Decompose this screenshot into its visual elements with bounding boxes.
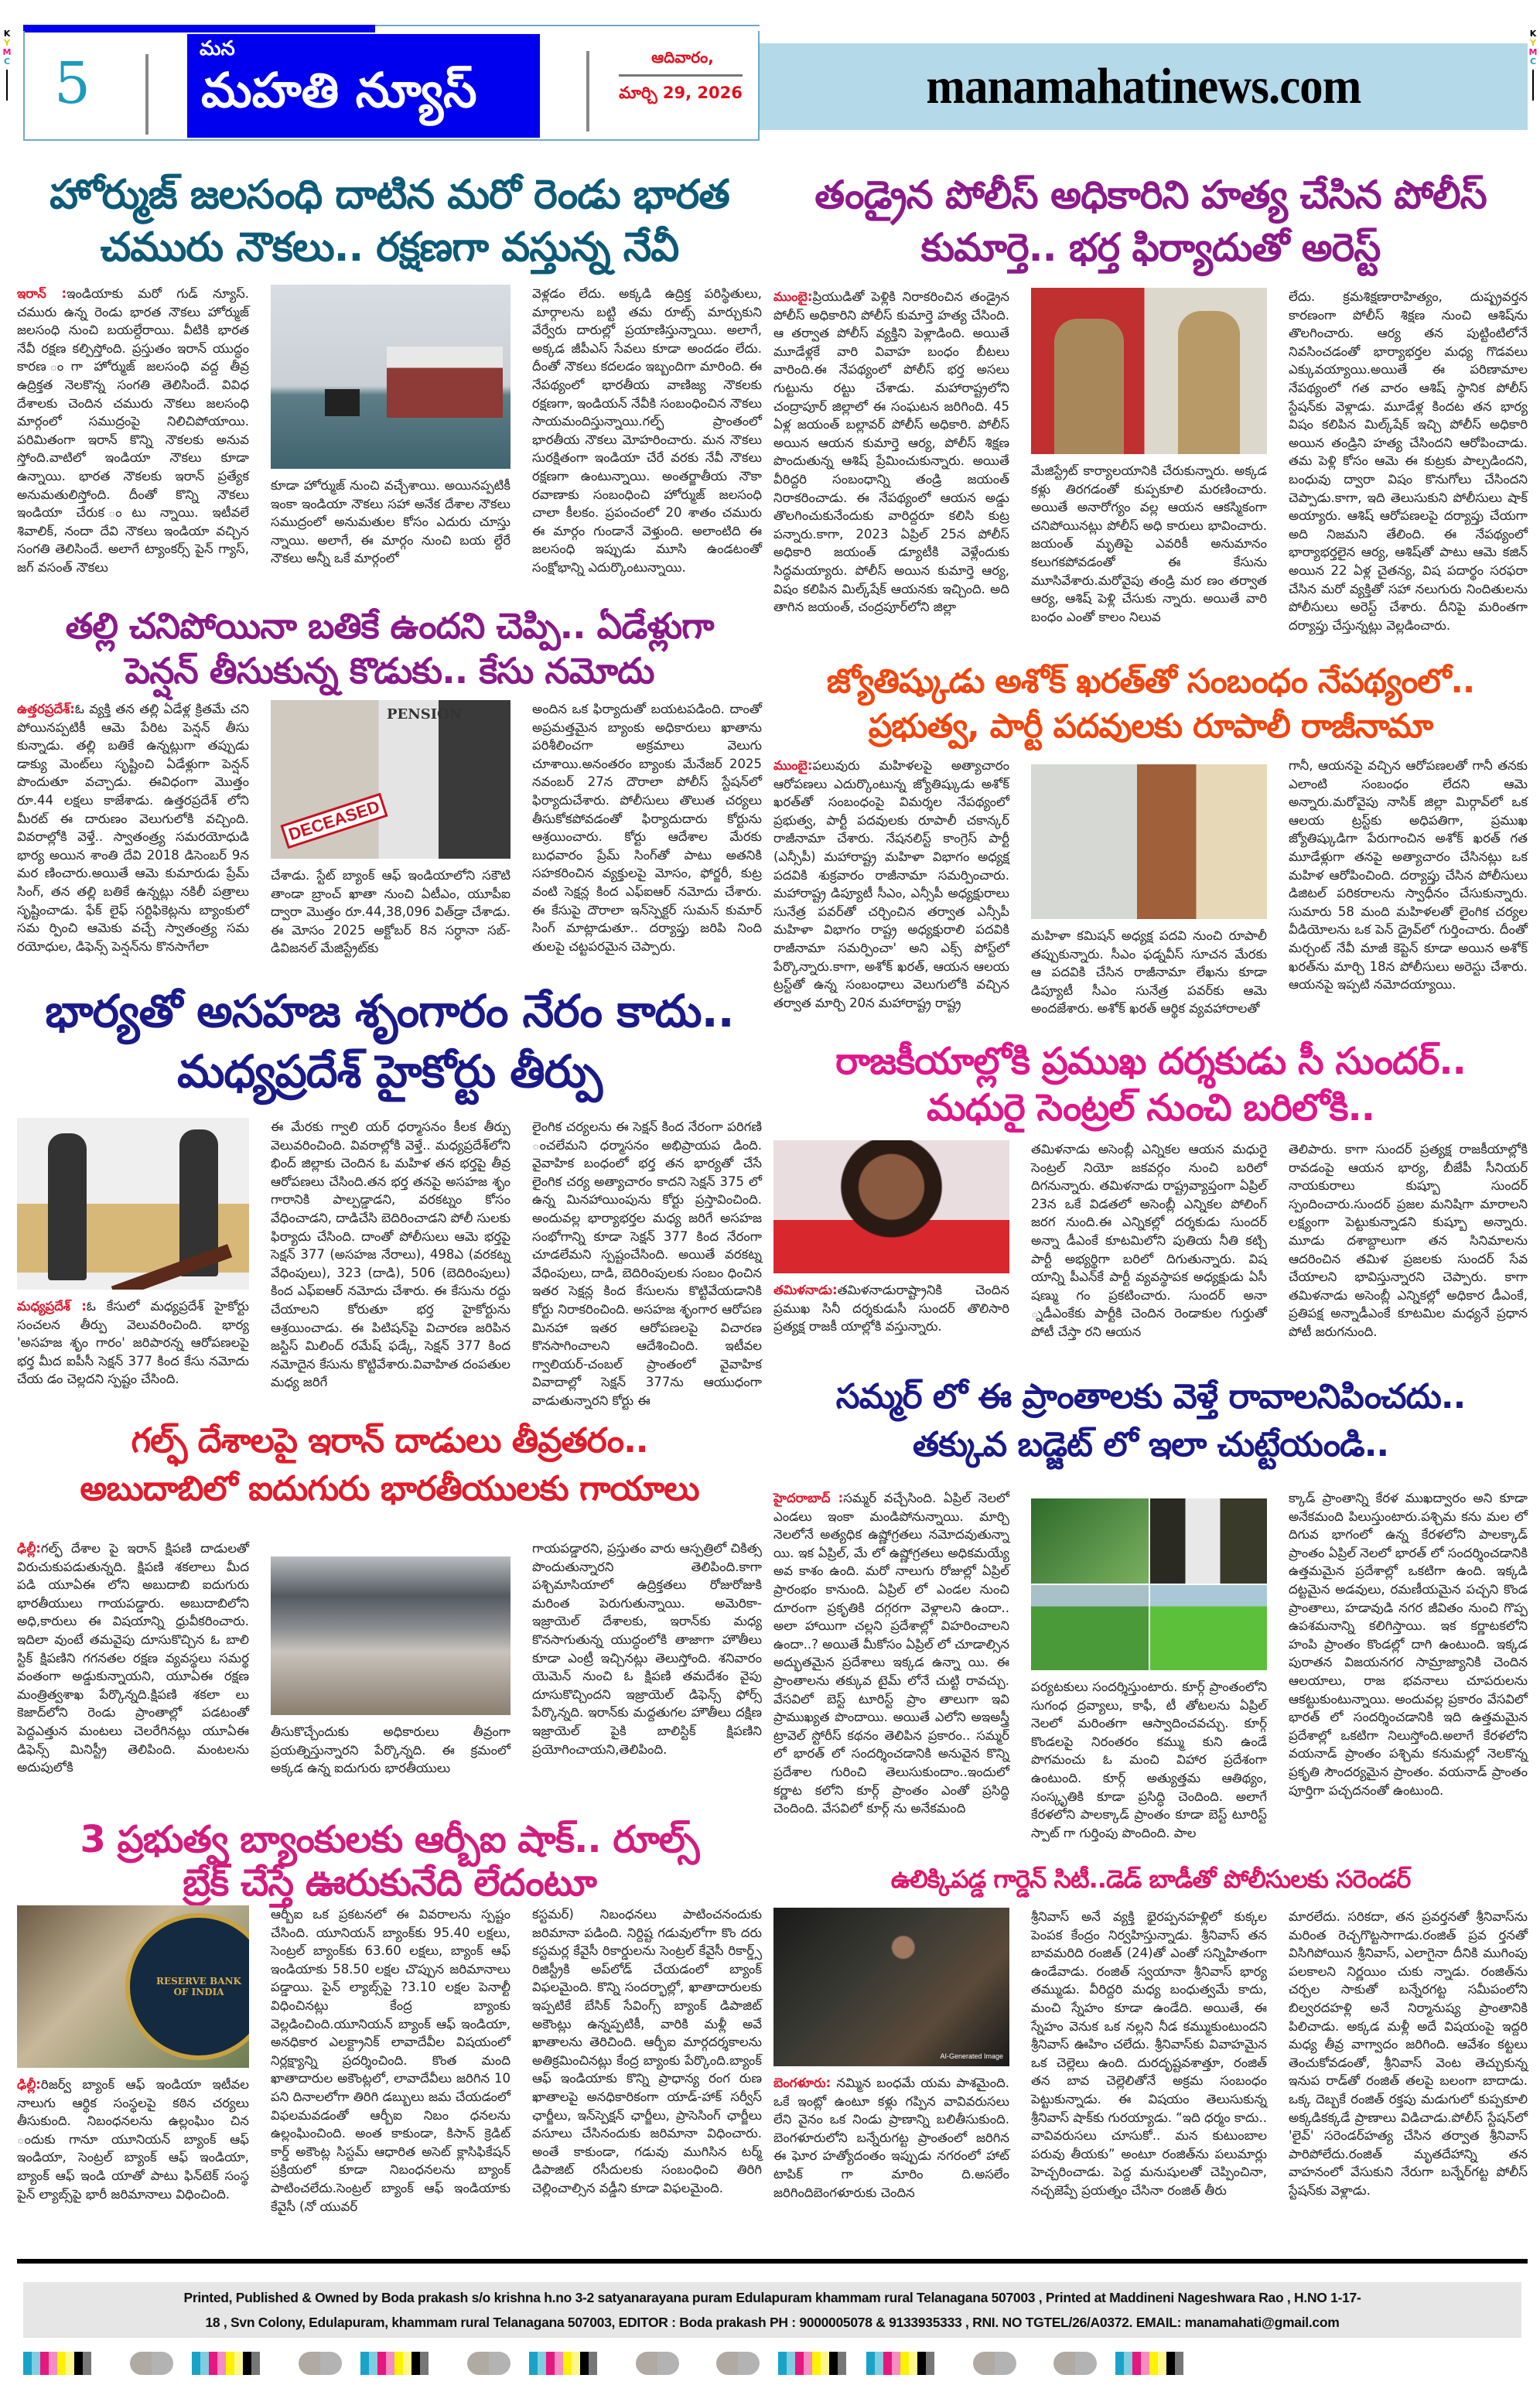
article-column <box>271 285 510 577</box>
dateline: హైదరాబాద్ : <box>773 1491 844 1505</box>
tourist-spots-collage <box>1031 1498 1267 1670</box>
color-swatch <box>1132 2352 1141 2375</box>
ai-image-label: AI-Generated Image <box>940 2052 1003 2060</box>
swatch-gap <box>91 2352 111 2375</box>
article-text: కూడా హోర్ముజ్ నుంచి వచ్చేశాయి. అయినప్పటికీ ఇంకా ఇండియా నౌకలు సహా అనేక దేశాల నౌకలు సముద్రంలో అనుమతుల కోసం ఎదురు చూస్తు న్నాయి. అలాగే, ఈ మార్గం నుంచి బయ ల్దేరే నౌకలు అన్నీ ఒకే మార్గంలో <box>271 478 510 566</box>
headline-line: రాజకీయాల్లోకి ప్రముఖ దర్శకుడు సీ సుందర్.. <box>835 1040 1466 1083</box>
gray-balance-patch <box>636 2352 679 2375</box>
color-swatch <box>200 2352 209 2375</box>
color-swatch <box>1158 2352 1166 2375</box>
color-swatch <box>917 2352 926 2375</box>
headline-police[interactable] <box>773 169 1528 274</box>
color-swatch <box>900 2352 909 2375</box>
car-crime-photo <box>773 1908 1009 2066</box>
article-text: సమ్మర్ వచ్చేసింది. ఏప్రిల్ నెలలో ఎండలు ఇంకా మండిపోనున్నాయి. మార్చి నెలలోనే అత్యధిక ఉష్ణోగ్రతలు నమోదవుతున్నా యి. ఇక ఏప్రిల్, మే లో ఉష్ణోగ్రతలు అధికమయ్యే అవ కాశం ఉంది. మరో నాలుగు రోజుల్లో ఏప్రిల్ ప్రారంభం కానుంది. ఏప్రిల్ లో ఎండల నుంచి దూరంగా ప్రకృతికి దగ్గరగా వెళ్లాలని ఉందా.. అలా హాయిగా చల్లని ప్రదేశాల్లో విహరించాలని ఉందా..? అయితే మీకోసం ఏప్రిల్ లో చూడాల్సిన అద్భుతమైన ప్రదేశాలు ఇక్కడ ఉన్నా యి. ఈ ప్రాంతాలను తక్కువ టైమ్ లోనే చుట్టి రావచ్చు. వేసవిలో బెస్ట్ టూరిస్ట్ ప్రాం తాలుగా ఇవి ప్రాముఖ్యత పొందాయి. అయితే ఎలోని అఇఅస్త్రీ ట్రావెల్ స్టోరీస్ కథనం తెలిపిన ప్రకారం.. సమ్మర్ లో భారత్ లో సందర్శించడానికి అనువైన కొన్ని ప్రదేశాల గురించి తెలుసుకుందాం..ఇందులో కర్ణాట కలోని కూర్గ్ ప్రాంతం ఎంతో ప్రసిద్ధి చెందింది. వేసవిలో కూర్గ్ ను అనేకమంది <box>773 1491 1009 1816</box>
color-swatch <box>49 2352 57 2375</box>
dateline: తమిళనాడు: <box>773 1283 838 1297</box>
headline-line: మధ్యప్రదేశ్ హైకోర్టు తీర్పు <box>176 1045 603 1098</box>
headline-hormuz[interactable] <box>17 169 762 274</box>
meadow-photo <box>1150 1585 1268 1670</box>
color-swatch <box>411 2352 420 2375</box>
color-swatch <box>1166 2352 1175 2375</box>
color-swatch <box>377 2352 386 2375</box>
color-swatch <box>829 2352 838 2375</box>
color-swatch <box>563 2352 572 2375</box>
color-swatch <box>546 2352 555 2375</box>
swatch-gap <box>846 2352 866 2375</box>
article-gulf <box>17 1539 762 1778</box>
article-text: ప్రియుడితో పెళ్లికి నిరాకరించిన తండ్రైన పోలీస్ అధికారిని పోలీస్ కుమార్తె హత్య చేసింది. ఆ తర్వాత పోలీస్ వ్యక్తిని పెళ్లాడింది. అయితే మూడేళ్లకే వారి వివాహ బంధం బీటలు వారింది.ఈ నేపథ్యంలో పోలీస్ భర్త అసలు గుట్టును రట్టు చేశాడు. మహారాష్ట్రలోని చంద్రాపూర్ జిల్లాలో ఈ సంఘటన జరిగింది. 45 ఏళ్ల జయంత్ బల్లావర్ పోలీస్ అధికారి. పోలీస్ అయిన ఆయన కుమార్తె ఆర్య, పోలీస్ శిక్షణ పొందుతున్న ఆశిష్ ప్రేమించుకున్నారు. అయితే వీరిద్దరి సంబంధాన్ని తండ్రి జయంత్ నిరాకరించాడు. ఈ నేపథ్యంలో ఆయన అడ్డు తొలగించుకునేందుకు వారిద్దరూ కలిసి కుట్ర పన్నారు.కాగా, 2023 ఏప్రిల్ 25న పోలీస్ అధికారి జయంత్ డ్యూటీకి వెళ్లేందుకు సిద్ధమయ్యారు. పోలీస్ అయిన కుమార్తె ఆర్య, విషం కలిపిన మిల్క్‌షేక్ ఆయనకు ఇచ్చింది. అది తాగిన జయంత్, చంద్రపూర్‌లోని జిల్లా <box>773 289 1009 615</box>
website-banner <box>760 43 1528 130</box>
deceased-stamp: DECEASED <box>280 793 388 849</box>
article-text: గల్ఫ్ దేశాల పై ఇరాన్ క్షిపణి దాడులతో విరుచుకుపడుతున్నది. క్షిపణి శకలాలు మీద పడి యూఏఈ లోని అబుదాబి ఐదుగురు భారతీయులు గాయపడ్డారు. అబుదాబిలోని అధి,కారులు ఈ విషయాన్ని ధ్రువీకరించారు. ఇదిలా వుంటే తమవైపు దూసుకొచ్చిన ఓ బాలి స్టిక్ క్షిపణిని గగనతల రక్షణ వ్యవస్థలు సమర్థ వంతంగా అడ్డుకున్నాయని, యూఏఈ రక్షణ మంత్రిత్వశాఖ పేర్కొన్నది.క్షిపణి శకలా లు కెజాద్‌లోని రెండు ప్రాంతాల్లో పడటంతో పెద్దఎత్తున మంటలు చెలరేగినట్లు యూఏఈ డిఫెన్స్ మినిస్ట్రీ తెలిపింది. మంటలను అదుపులోకి <box>17 1541 249 1775</box>
rbi-building-photo <box>17 1905 249 2068</box>
article-police <box>773 288 1528 634</box>
article-astrologer <box>773 757 1528 1018</box>
article-column <box>773 288 1009 634</box>
article-column <box>1031 1489 1267 1842</box>
officer-figure <box>1054 319 1124 454</box>
color-swatch <box>66 2352 74 2375</box>
article-column <box>773 1140 1009 1341</box>
court-gavel-photo <box>17 1118 249 1290</box>
dateline: ఢిల్లీ: <box>17 1541 41 1556</box>
dateline: ఇరాన్ : <box>17 286 67 301</box>
color-swatch <box>57 2352 66 2375</box>
color-swatch <box>403 2352 411 2375</box>
rbi-emblem <box>125 1913 249 2060</box>
gray-balance-patch <box>299 2352 342 2375</box>
imprint-line: Printed, Published & Owned by Boda prakash s/o krishna h.no 3-2 satyanarayana puram Edulapuram khammam rural Telanagana 507003 , Printed at Maddineni Nageshwara Rao , H.NO 1-17- <box>183 2290 1361 2305</box>
article-text: ఈ మేరకు గ్వాలి యర్ ధర్మాసనం కీలక తీర్పు వెలువరించింది. వివరాల్లోకి వెళ్తే.. మధ్యప్రదేశ్‌లోని భింద్ జిల్లాకు చెందిన ఓ మహిళ తన భర్తపై తీవ్ర ఆరోపణలు చేసింది.తన భర్త తనపై అసహజ శృం గారానికి పాల్పడ్డాడని, వరకట్నం కోసం వేధించాడని, దాడిచేసి బెదిరించాడని పోలీ సులకు ఫిర్యాదు చేసింది. దాంతో పోలీసులు ఆమె భర్తపై సెక్షన్ 377 (అసహజ నేరాలు), 498ఎ (వరకట్న వేధింపులు), 323 (దాడి), 506 (బెదిరింపులు) కింద ఎఫ్ఐఆర్ నమోదు చేశారు. ఈ కేసును రద్దు చేయాలని కోరుతూ భర్త హైకోర్టును ఆశ్రయించాడు. ఈ పిటిషన్‌పై విచారణ జరిపిన జస్టిస్ మిలింద్ రమేష్ ఫడ్కే, సెక్షన్ 377 కింద నమోదైన కేసును కొట్టివేశారు.వివాహిత దంపతుల మధ్య జరిగే <box>271 1119 510 1390</box>
article-rbi <box>17 1905 762 2216</box>
gray-balance-patch <box>130 2352 173 2375</box>
gray-balance-patch <box>716 2352 760 2375</box>
headline-line: తండ్రైన పోలీస్ అధికారిని హత్య చేసిన పోలీస్ <box>814 173 1487 217</box>
headline-summer-travel[interactable] <box>773 1373 1528 1469</box>
dateline: ముంబై: <box>773 758 813 773</box>
article-column <box>1031 757 1267 1018</box>
color-swatch <box>394 2352 403 2375</box>
color-swatch <box>778 2352 787 2375</box>
article-column <box>17 1118 249 1410</box>
article-column <box>532 1905 762 2216</box>
article-column <box>17 700 249 958</box>
article-text: క్కాడ్ ప్రాంతాన్ని కేరళ ముఖద్వారం అని కూడా అనేకమంది పిలుస్తుంటారు.పశ్చిమ కను మల లో దిగువ భాగంలో ఉన్న కేరళలోని పాలక్కాడ్ ప్రాంతం ఏప్రిల్ నెలలో భారత్ లో సందర్శించడానికి ఉత్తమమైన ప్రదేశాల్లో ఒకటిగా ఉంది. ఇక్కడి దట్టమైన అడవులు, రమణీయమైన పచ్చని కొండ ప్రాంతాలు, హడావుడి నగర జీవితం నుంచి గొప్ప ఉపశమనాన్ని కలిగిస్తాయి. ఇక కర్ణాటకలోని హంపి ప్రాంతం కొండల్లో దాగి ఉంటుంది. ఇక్కడ పురాతన విజయనగర సామ్రాజ్యానికి చెందిన ఆలయాలు, రాజ భవనాలు చూపరులను ఆకట్టుకుంటున్నాయి. అందువల్ల ప్రకారం వేసవిలో భారత్ లో సందర్శించడానికి ఇది ఉత్తమమైన ప్రదేశాల్లో ఒకటిగా నిలుస్తోంది.అలాగే కేరళలోని వయనాడ్ ప్రాంతం పశ్చిమ కనుమల్లో నెలకొన్న ప్రకృతి సౌందర్యమైన ప్రాంతం. వయనాడ్ ప్రాంతం పూర్తిగా పచ్చదనంతో ఉంటుంది. <box>1289 1491 1528 1798</box>
article-text: నమ్మిన బంధమే యమ పాశమైంది. ఒకే ఇంట్లో ఉంటూ కళ్లు గప్పిన వావివరుసలు లేని వైనం ఒక నిండు ప్రాణాన్ని బలితీసుకుంది. బెంగళూరులోని బన్నేరుగట్ట ప్రాంతంలో జరిగిన ఈ ఘోర హత్యోదంతం ఇప్పుడు నగరంలో హాట్ టాపిక్ గా మారిం ది.అసలేం జరిగిందిబెంగళూరుకు చెందిన <box>773 2076 1009 2200</box>
reg-stem <box>6 70 8 101</box>
color-swatch <box>1149 2352 1158 2375</box>
issue-date: మార్చి 29, 2026 <box>619 84 743 102</box>
article-sundar <box>773 1140 1528 1341</box>
swatch-gap <box>1183 2352 1204 2375</box>
article-column <box>532 285 762 577</box>
article-column <box>1289 757 1528 1018</box>
color-swatch <box>234 2352 243 2375</box>
article-high-court <box>17 1118 762 1410</box>
ship-photo <box>271 285 510 469</box>
article-text: శ్రీనివాస్ అనే వ్యక్తి భైరప్పనహళ్లిలో కుక్కల పెంపక కేంద్రం నిర్వహిస్తున్నాడు. శ్రీనివాస్ తన బావమరిది రంజిత్ (24)తో ఎంతో సన్నిహితంగా ఉండేవాడు. రంజిత్ స్వయానా శ్రీనివాస్ భార్య తమ్ముడు. వీరిద్దరి మధ్య బంధుత్వమే కాదు, మంచి స్నేహం కూడా ఉండేది. అయితే, ఈ స్నేహం వెనుక ఒక నల్లని నీడ కమ్ముకుంటుందని శ్రీనివాస్ ఊహిం చలేదు. శ్రీనివాస్‌కు వివాహమైన ఒక చెల్లెలు ఉంది. దురదృష్టవశాత్తూ, రంజిత్ తన బావ చెల్లెలితోనే అక్రమ సంబంధం పెట్టుకున్నాడు. ఈ విషయం తెలుసుకున్న శ్రీనివాస్ షాక్‌కు గురయ్యాడు. “ఇది ధర్మం కాదు.. వావివరుసలు చూసుకో.. మన కుటుంబాల పరువు తీయకు” అంటూ రంజిత్‌ను పలుమార్లు హెచ్చరించాడు. పెద్ద మనుషులతో చెప్పించినా, నచ్చజెప్పే ప్రయత్నం చేసినా రంజిత్ తీరు <box>1031 1909 1267 2198</box>
color-swatch <box>875 2352 883 2375</box>
headline-line: అబుదాబిలో ఐదుగురు భారతీయులకు గాయాలు <box>80 1469 699 1509</box>
color-swatch <box>883 2352 892 2375</box>
color-swatch <box>40 2352 49 2375</box>
article-column <box>773 757 1009 1018</box>
headline-line: గల్ఫ్ దేశాలపై ఇరాన్ దాడులు తీవ్రతరం.. <box>131 1421 648 1461</box>
color-swatch <box>386 2352 394 2375</box>
headline-line: తల్లి చనిపోయినా బతికే ఉందని చెప్పి.. ఏడేళ్లుగా <box>65 605 714 647</box>
article-text: లేదు. క్రమశిక్షణారాహిత్యం, దుష్ప్రవర్తన కారణంగా పోలీస్ శిక్షణ నుంచి ఆశిష్‌ను తొలగించారు. ఆర్య తన పుట్టింటిలోనే నివసించడంతో భార్యాభర్తల మధ్య గొడవలు ఎక్కువయ్యాయి.అయితే ఈ పరిణామాల నేపథ్యంలో గత వారం ఆశిష్ స్థానిక పోలీస్ స్టేషన్‌కు వెళ్లాడు. మూడేళ్ల కిందట తన భార్య విషం కలిపిన మిల్క్‌షేక్ ఇచ్చి పోలీస్ అధికారి అయిన తండ్రిని హత్య చేసిందని ఆరోపించాడు. తమ పెళ్లి కోసం ఆమె ఈ కుట్రకు పాల్పడిందని, బంధువు ద్వారా విషం కొనుగోలు చేసిందని చెప్పాడు.కాగా, ఇది తెలుసుకుని పోలీసులు షాక్ అయ్యారు. ఆశిష్ ఆరోపణలపై దర్యాప్తు చేయగా అది నిజమని తేలింది. ఈ నేపథ్యంలో భార్యాభర్తలైన ఆర్య, ఆశిష్‌తో పాటు ఆమె కజిన్ అయిన 22 ఏళ్ల చైతన్య, విష పదార్థం సరఫరా చేసిన మరో వ్యక్తితో సహా నలుగురు నిందితులను పోలీసులు అరెస్ట్ చేశారు. దీనిపై మరింతగా దర్యాప్తు చేస్తున్నట్లు వెల్లడించారు. <box>1289 289 1528 633</box>
swatch-gap <box>429 2352 449 2375</box>
article-text: ఇండియాకు మరో గుడ్ న్యూస్. చమురు ఉన్న రెండు భారత నౌకలు హోర్ముజ్ జలసంధి నుంచి బయల్దేరాయి. వీటికి భారత నేవీ రక్షణ కల్పిస్తోంది. ప్రస్తుతం ఇరాన్ యుద్ధం కారణ ంగా హోర్ముజ్ జలసంధి వద్ద తీవ్ర ఉద్రిక్తత నెలకొన్న సంగతి తెలిసిందే. వివిధ దేశాలకు చెందిన చమురు నౌకలు జలసంధి మార్గంలో సముద్రంపై నిలిచిపోయాయి. పరిమితంగా ఇరాన్ కొన్ని నౌకలకు అనువ స్తోంది.వాటిలో ఇండియా నౌకలు కూడా ఉన్నాయి. భారత నౌకలకు ఇరాన్ ప్రత్యేక అనుమతులిస్తోంది. దీంతో కొన్ని నౌకలు ఇండియా చేరుక ంటు న్నాయి. ఇటీవలే శివాలిక్, నందా దేవి నౌకలు ఇండియా వచ్చిన సంగతి తెలిసిందే. అలాగే ట్యాంకర్స్ పైన్ గ్యాస్, జగ్ వసంత్ నౌకలు <box>17 286 249 575</box>
reg-m: M <box>1528 47 1538 57</box>
color-swatch <box>217 2352 226 2375</box>
article-text: కస్టమర్) నిబంధనలు పాటించనందుకు జరిమానా పడింది. నిర్దిష్ట గడువులోగా కొం దరు కస్టమర్ల కేవైసీ రికార్డులను సెంట్రల్ కేవైసీ రికార్డ్స్ రిజిస్ట్రీకి అప్‌లోడ్ చేయడంలో బ్యాంక్ విఫలమైంది. కొన్ని సందర్భాల్లో, ఖాతాదారులకు ఇప్పటికే బేసిక్ సేవింగ్స్ బ్యాంక్ డిపాజిట్ అకౌంట్లు ఉన్నప్పటికీ, వారికి మళ్లీ అవే ఖాతాలను తెరిచింది. ఆర్బీఐ మార్గదర్శకాలను అతిక్రమించినట్లు కేంద్ర బ్యాంకు పేర్కొంది.బ్యాంక్ ఆఫ్ ఇండియాకు కొన్ని ప్రాధాన్య రంగ రుణ ఖాతాలపై అనధికారికంగా యాడ్-హాక్ సర్వీస్ ఛార్జీలు, ఇన్‌స్పెక్షన్ ఛార్జీలు, ప్రాసెసింగ్ ఛార్జీలు వసూలు చేసినందుకు జరిమానా విధించారు. అంతే కాకుండా, గడువు ముగిసిన టర్మ్ డిపాజిట్ రసీదులకు సంబంధించి తిరిగి చెల్లించాల్సిన వడ్డీని కూడా విఫలమైంది. <box>532 1907 762 2195</box>
date-rule <box>619 74 743 77</box>
article-garden-city <box>773 1908 1528 2202</box>
color-swatch <box>83 2352 91 2375</box>
color-swatch <box>209 2352 217 2375</box>
article-text: తీసుకొచ్చేందుకు అధికారులు తీవ్రంగా ప్రయత్నిస్తున్నారని పేర్కొన్నది. ఈ క్రమంలో అక్కడ ఉన్న ఐదుగురు భారతీయులు <box>271 1724 510 1776</box>
reg-stem <box>1532 70 1534 101</box>
silhouette-shape <box>48 1133 87 1280</box>
swatch-gap <box>597 2352 617 2375</box>
article-hormuz <box>17 285 762 577</box>
article-text: ఆర్బీఐ ఒక ప్రకటనలో ఈ వివరాలను స్పష్టం చేసింది. యూనియన్ బ్యాంక్‌కు 95.40 లక్షలు, సెంట్రల్ బ్యాంక్‌కు 63.60 లక్షలు, బ్యాంక్ ఆఫ్ ఇండియాకు 58.50 లక్షల చొప్పున జరిమానాలు పడ్డాయి. పైన్ ల్యాబ్స్‌పై ?3.10 లక్షల పెనాల్టీ విధించినట్లు కేంద్ర బ్యాంకు వెల్లడించింది.యూనియన్ బ్యాంక్ ఆఫ్ ఇండియా, అనధికార ఎలక్ట్రానిక్ లావాదేవీల విషయంలో నిర్లక్ష్యాన్ని ప్రదర్శించింది. కొంత మంది ఖాతాదారుల అకౌంట్లలో, లావాదేవీలు జరిగిన 10 పని దినాలలోగా తిరిగి డబ్బులు జమ చేయడంలో విఫలమవడంతో ఆర్బీఐ నిబం ధనలను ఉల్లంఘించింది. అంత కాకుండా, కిసాన్ క్రెడిట్ కార్డ్ అకౌంట్ల సిస్టమ్ ఆధారిత అసెట్ క్లాసిఫికేషన్ ప్రక్రియలో కూడా నిబంధనలను బ్యాంక్ పాటించలేదు.సెంట్రల్ బ్యాంక్ ఆఫ్ ఇండియాకు కేవైసీ (నో యువర్ <box>271 1907 510 2214</box>
article-column <box>773 1489 1009 1842</box>
issue-day: ఆదివారం, <box>651 48 714 67</box>
headline-line: కుమార్తె.. భర్త ఫిర్యాదుతో అరెస్ట్ <box>920 225 1381 270</box>
headline-line: మధురై సెంట్రల్ నుంచి బరిలోకి.. <box>926 1086 1375 1129</box>
headline-high-court[interactable] <box>17 981 762 1102</box>
emblem-text: RESERVE BANK OF INDIA <box>156 1976 241 1997</box>
article-column <box>1289 288 1528 634</box>
smoke-city-photo <box>271 1556 510 1715</box>
dateline: ముంబై: <box>773 289 813 304</box>
color-swatch <box>1175 2352 1183 2375</box>
pension-photo <box>271 700 510 859</box>
article-text: మహిళా కమిషన్ అధ్యక్ష పదవి నుంచి రూపాలీ తప్పుకున్నారు. సీఎం ఫడ్నవీస్ సూచన మేరకు ఆ పదవికి చేసిన రాజీనామా లేఖను కూడా డిప్యూటీ సీఎం సునేత్ర పవర్‌కు ఆమె అందజేశారు. అశోక్ ఖరత్ ఆర్థిక వ్యవహారాలతో <box>1031 928 1267 1017</box>
color-swatch <box>420 2352 429 2375</box>
headline-line: ఉలిక్కిపడ్డ గార్డెన్ సిటీ..డెడ్ బాడీతో పోలీసులకు సరెండర్ <box>890 1864 1411 1894</box>
gray-balance-patch <box>973 2352 1016 2375</box>
article-text: పలువురు మహిళలపై అత్యాచారం ఆరోపణలు ఎదుర్కొంటున్న జ్యోతిష్కుడు అశోక్ ఖరత్‌తో సంబంధంపై విమర్శల నేపథ్యంలో ప్రభుత్వ, పార్టీ పదవులకు రూపాలీ చకాన్కర్ రాజీనామా చేశారు. నేషనలిస్ట్ కాంగ్రెస్ పార్టీ (ఎన్సీపీ) మహారాష్ట్ర మహిళా విభాగం అధ్యక్ష పదవికి శుక్రవారం రాజీనామా సమర్పించారు. మహారాష్ట్ర డిప్యూటీ సీఎం, ఎన్సీపీ అధ్యక్షురాలు సునేత్ర పవర్‌తో చర్చించిన తర్వాత ఎన్సీపీ మహిళా విభాగం రాష్ట్ర అధ్యక్షురాలి పదవికి రాజీనామా సమర్పించా' అని ఎక్స్ పోస్ట్‌లో పేర్కొన్నారు.కాగా, అశోక్ ఖరత్, ఆయన ఆలయ ట్రస్ట్‌తో ఉన్న సంబంధాలు వెలుగులోకి వచ్చిన తర్వాత మార్చి 20న మహారాష్ట్ర రాష్ట్ర <box>773 758 1009 1010</box>
headline-line: జ్యోతిష్కుడు అశోక్ ఖరత్‌తో సంబంధం నేపథ్యంలో.. <box>826 662 1475 701</box>
headline-line: బ్రేక్ చేస్తే ఊరుకునేది లేదంటూ <box>183 1861 596 1905</box>
headline-rbi[interactable] <box>17 1818 762 1905</box>
article-text: ఓ కేసులో మధ్యప్రదేశ్ హైకోర్టు సంచలన తీర్పు వెలువరించింది. భార్య 'అసహజ శృం గారం' జరిపారన్న ఆరోపణలపై భర్త మీద ఐపీసీ సెక్షన్ 377 కింద కేసు నమోదు చేయ డం చెల్లదని స్పష్టం చేసింది. <box>17 1299 249 1387</box>
tugboat-shape <box>325 389 360 416</box>
color-swatch <box>360 2352 369 2375</box>
color-swatch <box>909 2352 917 2375</box>
headline-line: పెన్షన్ తీసుకున్న కొడుకు.. కేసు నమోదు <box>125 650 654 692</box>
article-text: తమిళనాడురాష్ట్రానికి చెందిన ప్రముఖ సినీ దర్శకుడుసీ సుందర్ తొలిసారి ప్రత్యక్ష రాజకీ యాల్లోకి వస్తున్నారు. <box>773 1283 1009 1334</box>
headline-garden-city[interactable] <box>773 1861 1528 1898</box>
headline-line: చమురు నౌకలు.. రక్షణగా వస్తున్న నేవీ <box>100 224 679 271</box>
article-column <box>1031 288 1267 634</box>
article-text: ఓ వ్యక్తి తన తల్లి ఏడేళ్ల క్రితమే చని పోయినప్పటికీ ఆమె పేరిట పెన్షన్ తీసు కున్నాడు. తల్లి బతికే ఉన్నట్లుగా తప్పుడు డాక్యు మెంట్‌లు సృష్టించి ఏడేళ్లుగా పెన్షన్ పొందుతూ వచ్చాడు. ఈవిధంగా మొత్తం రూ.44 లక్షలు కాజేశాడు. ఉత్తరప్రదేశ్ లోని మీరట్ ఈ దారుణం వెలుగులోకి వచ్చింది. వివరాల్లోకి వెళ్తే.. స్వాతంత్ర్య సమరయోధుడి భార్య అయిన శాంతి దేవి 2018 డిసెంబర్ 9న మర ణించారు.అయితే ఆమె కుమారుడు ప్రేమ్ సింగ్, తన తల్లి బతికే ఉన్నట్లు నకిలీ పత్రాలు సృష్టించాడు. ఫేక్ లైఫ్ సర్టిఫికెట్లను బ్యాంకులో సమ ర్పించి ఆమెకు వచ్చే స్వాతంత్ర్య సమ రయోధుల, డిఫెన్స్ పెన్షన్‌ను కొనసాగేలా <box>17 702 249 954</box>
article-text: చేశాడు. స్టేట్ బ్యాంక్ ఆఫ్ ఇండియాలోని సకౌటి తాండా బ్రాంచ్ ఖాతా నుంచి ఏటీఎం, యూపీఐ ద్వారా మొత్తం రూ.44,38,096 విత్‌డ్రా చేశాడు. ఈ మోసం 2025 అక్టోబర్ 8న సర్ధానా సబ్-డివిజనల్ మేజిస్ట్రేట్‌కు <box>271 868 510 956</box>
headline-sundar[interactable] <box>773 1038 1528 1131</box>
headline-line: 3 ప్రభుత్వ బ్యాంకులకు ఆర్బీఐ షాక్.. రూల్స్ <box>80 1818 699 1861</box>
headline-pension[interactable] <box>17 603 762 693</box>
reg-c: C <box>1529 56 1537 67</box>
color-swatch <box>226 2352 234 2375</box>
registration-mark-left <box>2 29 12 101</box>
headline-astrologer[interactable] <box>773 659 1528 749</box>
swatch-gap <box>934 2352 954 2375</box>
color-swatch <box>251 2352 260 2375</box>
color-swatch <box>74 2352 83 2375</box>
headline-line: హోర్ముజ్ జలసంధి దాటిన మరో రెండు భారత <box>50 172 729 218</box>
color-swatch <box>538 2352 546 2375</box>
article-column <box>17 1905 249 2216</box>
imprint-box <box>23 2282 1521 2338</box>
dateline: మధ్యప్రదేశ్ : <box>17 1299 87 1314</box>
director-photo <box>773 1140 1009 1273</box>
color-swatch <box>892 2352 900 2375</box>
hills-photo <box>1031 1498 1149 1584</box>
article-text: పర్యటకులు సందర్శిస్తుంటారు. కూర్గ్ ప్రాంతంలోని సుగంధ ద్రవ్యాలు, కాఫీ, టీ తోటలను ఏప్రిల్ నెలలో మరింతగా ఆస్వాదించవచ్చు. కూర్గ్ కొండలపై నిరంతరం కమ్ము కుని ఉండే పొగమంచు ఓ మంచి విహార ప్రదేశంగా ఉంటుంది. కూర్గ్ అత్యుత్తమ ఆతిథ్యం, సంస్కృతికి కూడా ప్రసిద్ధి చెందింది. అలాగే కేరళలోని పాలక్కాడ్ ప్రాంతం కూడా బెస్ట్ టూరిస్ట్ స్పాట్ గా గుర్తింపు పొందింది. పాల <box>1031 1679 1267 1840</box>
article-text: గానీ, ఆయనపై వచ్చిన ఆరోపణలతో గానీ తనకు ఎలాంటి సంబంధం లేదని ఆమె అన్నారు.మరోవైపు నాసిక్ జిల్లా మిర్గావ్‌లో ఒక ఆలయ ట్రస్ట్‌కు అధిపతిగా, ప్రముఖ జ్యోతిష్కుడిగా పేరుగాంచిన అశోక్ ఖరత్ గత మూడేళ్లుగా తనపై అత్యాచారం చేసినట్లు ఒక మహిళ ఆరోపించింది. దర్యాప్తు చేసిన పోలీసులు డిజిటల్ పరికరాలను స్వాధీనం చేసుకున్నారు. సుమారు 58 మంది మహిళలతో లైంగిక చర్యల వీడియోలను ఒక పెన్ డ్రైవ్‌లో గుర్తించారు. దీంతో మర్చంట్ నేవీ మాజీ కెప్టెన్ కూడా అయిన అశోక్ ఖరత్‌ను మార్చి 18న పోలీసులు అరెస్టు చేశారు. ఆయనపై ఇప్పటి నమోదయ్యాయి. <box>1289 758 1528 993</box>
color-swatch <box>812 2352 821 2375</box>
article-column <box>1289 1908 1528 2202</box>
reg-m: M <box>2 47 12 57</box>
color-swatch <box>192 2352 200 2375</box>
color-swatch <box>32 2352 40 2375</box>
reg-k: K <box>1529 29 1537 39</box>
article-text: రిజర్వ్ బ్యాంక్ ఆఫ్ ఇండియా ఇటీవల నాలుగు ఆర్థిక సంస్థలపై కఠిన చర్యలు తీసుకుంది. నిబంధనలను ఉల్లంఘిం చిన ందుకు గానూ యూనియన్ బ్యాంక్ ఆఫ్ ఇండియా, సెంట్రల్ బ్యాంక్ ఆఫ్ ఇండియా, బ్యాంక్ ఆఫ్ ఇండి యాతో పాటు ఫిన్‌టెక్ సంస్థ పైన్ ల్యాబ్స్‌పై భారీ జరిమానాలు విధించింది. <box>17 2077 249 2202</box>
divider <box>586 51 589 132</box>
website-url[interactable]: manamahatinews.com <box>926 58 1361 114</box>
article-text: మేజిస్ట్రేట్ కార్యాలయానికి చేరుకున్నారు. అక్కడ కళ్లు తిరగడంతో కుప్పకూలి మరణించారు. అయితే అనారోగ్యం వల్ల ఆయన ఆకస్మికంగా చనిపోయినట్లు పోలీస్ అధి కారులు భావించారు. జయంత్ మృతిపై ఎవరికీ అనుమానం కలుగకపోవడంతో ఈ కేసును మూసివేశారు.మరోవైపు తండ్రి మర ణం తర్వాత ఆర్య, ఆశిష్ పెళ్లి చేసుకు న్నారు. అయితే వారి బంధం ఎంతో కాలం నిలువ <box>1031 463 1267 624</box>
color-swatch <box>795 2352 804 2375</box>
color-swatch <box>866 2352 875 2375</box>
swatch-gap <box>260 2352 280 2375</box>
green-hills-photo <box>1031 1585 1149 1670</box>
headline-line: ప్రభుత్వ, పార్టీ పదవులకు రూపాలీ రాజీనామా <box>868 707 1433 746</box>
article-column <box>271 1118 510 1410</box>
footer-rule <box>17 2259 1528 2264</box>
article-column <box>1031 1908 1267 2202</box>
article-summer-travel <box>773 1489 1528 1842</box>
color-swatch <box>589 2352 597 2375</box>
color-swatch <box>243 2352 251 2375</box>
color-swatch <box>926 2352 934 2375</box>
gray-balance-patch <box>1053 2352 1097 2375</box>
article-column <box>1031 1140 1267 1341</box>
color-swatch <box>787 2352 795 2375</box>
article-text: లైంగిక చర్యలను ఈ సెక్షన్ కింద నేరంగా పరిగణి ంచలేమని ధర్మాసనం అభిప్రాయప డింది. వైవాహిక బంధంలో భర్త తన భార్యతో చేసే లైంగిక చర్య అత్యాచారం కాదని సెక్షన్ 375 లో ఉన్న మినహాయింపును కోర్టు ప్రస్తావించింది. అందువల్ల భార్యాభర్తల మధ్య జరిగే అసహజ సంభోగాన్ని కూడా సెక్షన్ 377 కింద నేరంగా చూడలేమని స్పష్టంచేసింది. అయితే వరకట్న వేధింపులు, దాడి, బెదిరింపులకు సంబం ధించిన ఇతర సెక్షన్ల కింద కేసులను కొట్టివేయడానికి కోర్టు నిరాకరించింది. అసహజ శృంగార ఆరోపణ మినహా ఇతర ఆరోపణలపై విచారణ కొనసాగించాలని ఆదేశించింది. ఇటీవల గ్వాలియర్-చంబల్ ప్రాంతంలో వైవాహిక వివాదాల్లో సెక్షన్ 377ను ఆయుధంగా వాడుతున్నారని కోర్టు ఈ <box>532 1119 762 1408</box>
article-text: అందిన ఒక ఫిర్యాదుతో బయటపడింది. దాంతో అప్రమత్తమైన బ్యాంకు అధికారులు ఖాతాను పరిశీలించగా అక్రమాలు వెలుగు చూశాయి.అనంతరం బ్యాంకు మేనేజర్ 2025 నవంబర్ 27న దౌరాలా పోలీస్ స్టేషన్‌లో ఫిర్యాదుచేశారు. పోలీసులు తొలుత చర్యలు తీసుకోకపోవడంతో ఫిర్యాదుదారు కోర్టును ఆశ్రయించారు. కోర్టు ఆదేశాల మేరకు బుధవారం ప్రేమ్ సింగ్‌తో పాటు అతనికి సహకరించిన వ్యక్తులపై మోసం, ఫోర్జరీ, కుట్ర వంటి సెక్షన్ల కింద ఎఫ్ఐఆర్ నమోదు చేశారు. ఈ కేసుపై దౌరాలా ఇన్‌స్పెక్టర్ సుమన్ కుమార్ సింగ్ మాట్లాడుతూ.. దర్యాప్తు జరిపి నింది తులపై చట్టపరమైన చెప్పారు. <box>532 702 762 954</box>
article-text: గాయపడ్డారని, ప్రస్తుతం వారు ఆస్పత్రిలో చికిత్స పొందుతున్నారని తెలిపింది.కాగా పశ్చిమాసియాలో ఉద్రిక్తతలు రోజురోజుకి మరింత పెరుగుతున్నాయి. అమెరికా- ఇజ్రాయెల్ దేశాలకు, ఇరాన్‌కు మధ్య కొనసాగుతున్న యుద్ధంలోకి తాజాగా హౌతీలు కూడా ఎంట్రీ ఇచ్చినట్లు తెలుస్తోంది. శనివారం యెమెన్ నుంచి ఓ క్షిపణి తమదేశం వైపు దూసుకొచ్చిందని ఇజ్రాయెల్ డిఫెన్స్ ఫోర్స్ పేర్కొన్నది. ఇరాన్‌కు మద్దతుగల హౌతీలు దక్షిణ ఇజ్రాయెల్ పైకి బాలిస్టిక్ క్షిపణిని ప్రయోగించాయని,తెలిపింది. <box>532 1541 762 1757</box>
article-column <box>17 285 249 577</box>
imprint-line: 18 , Svn Colony, Edulapuram, khammam rural Telanagana 507003, EDITOR : Boda prakash PH : 9000005078 & 9133935333 , RNI. NO TGTEL/26/A0372. EMAIL: manamahati@gmail.com <box>205 2315 1340 2330</box>
color-swatch <box>529 2352 538 2375</box>
headline-line: సమ్మర్ లో ఈ ప్రాంతాలకు వెళ్తే రావాలనిపించదు.. <box>835 1377 1466 1416</box>
color-swatch <box>1124 2352 1132 2375</box>
article-column <box>271 1905 510 2216</box>
article-column <box>532 700 762 958</box>
gray-balance-patch <box>467 2352 510 2375</box>
article-column <box>271 700 510 958</box>
dateline: బెంగళూరు: <box>773 2076 831 2090</box>
color-swatch <box>804 2352 812 2375</box>
page-number: 5 <box>54 50 91 117</box>
color-swatch <box>821 2352 829 2375</box>
headline-line: భార్యతో అసహజ శృంగారం నేరం కాదు.. <box>45 985 734 1037</box>
logo-prefix: మన <box>200 37 235 60</box>
color-swatch <box>23 2352 32 2375</box>
color-swatch <box>1115 2352 1124 2375</box>
registration-mark-right <box>1528 29 1538 101</box>
article-column <box>1289 1140 1528 1341</box>
waterfall-photo <box>1150 1498 1268 1584</box>
article-pension <box>17 700 762 958</box>
dateline: ఢిల్లీ: <box>17 2077 41 2092</box>
color-swatch <box>555 2352 563 2375</box>
article-column <box>1289 1489 1528 1842</box>
color-swatch <box>369 2352 377 2375</box>
tanker-shape <box>387 347 503 418</box>
article-text: తమిళనాడు అసెంబ్లీ ఎన్నికల ఆయన మధురై సెంట్రల్ నియో జకవర్గం నుంచి బరిలో దిగనున్నారు. తమిళనాడు రాష్ట్రవ్యాప్తంగా ఏప్రిల్ 23న ఒకే విడతలో అసెంబ్లీ ఎన్నికల పోలింగ్ జరగ నుంది.ఈ ఎన్నికల్లో దర్శకుడు సుందర్ అన్నా డీఎంకే కూటమిలోని పుతియ నీతి కట్చి పార్టీ అభ్యర్థిగా బరిలో దిగుతున్నారు. విష యాన్ని పీఎన్‌కే పార్టీ వ్యవస్థాపక అధ్యక్షుడు ఏసీ షణ్ము గం ప్రకటించారు. సుందర్ అనా ్నడీఎంకేకు పార్టీకి చెందిన రెండాకుల గుర్తుతో పోటీ చేస్తా రని ఆయన <box>1031 1142 1267 1339</box>
reg-c: C <box>3 56 11 67</box>
color-swatch <box>580 2352 589 2375</box>
print-color-bar <box>23 2352 1528 2375</box>
reg-k: K <box>3 29 11 39</box>
newspaper-logo[interactable] <box>187 34 540 138</box>
article-text: వెళ్లడం లేదు. అక్కడి ఉద్రిక్త పరిస్థితులు, మార్గాలను బట్టి తమ రూట్స్ మార్చుకుని వేర్వేరు దారుల్లో ప్రయాణిస్తున్నాయి. అలాగే, అక్కడ జీపీఎస్ సేవలు కూడా అందడం లేదు. దీంతో నౌకలు కదలడం ఇబ్బందిగా మారింది. ఈ నేపథ్యంలో భారతీయ వాణిజ్య నౌకలకు రక్షణగా, ఇండియన్ నేవీకి సంబంధించిన నౌకలు సాయమందిస్తున్నాయి.గల్ఫ్ ప్రాంతంలో భారతీయ నౌకలు మోహరించారు. మన నౌకలు సురక్షితంగా ఇండియా చేరే వరకు నేవీ నౌకలు రక్షణగా ఉంటున్నాయి. అంతర్జాతీయ నౌకా రవాణాకు సంబంధించి హోర్ముజ్ జలసంధి చాలా కీలకం. ప్రపంచంలో 20 శాతం చమురు ఈ మార్గం గుండానే వెళ్తుంది. అలాంటిది ఈ జలసంధి ఇప్పుడు మూసి ఉండటంతో సంక్షోభాన్ని ఎదుర్కొంటున్నాయి. <box>532 286 762 575</box>
divider <box>145 54 149 135</box>
article-column <box>271 1539 510 1778</box>
reg-y: Y <box>4 38 10 48</box>
article-column <box>17 1539 249 1778</box>
officer-figure <box>1178 311 1240 454</box>
resignation-photo <box>1031 764 1267 919</box>
reg-y: Y <box>1530 38 1536 48</box>
photo-label: PENSION <box>387 706 463 723</box>
article-column <box>773 1908 1009 2202</box>
headline-line: తక్కువ బడ్జెట్ లో ఇలా చుట్టేయండి.. <box>912 1425 1389 1464</box>
article-column <box>532 1539 762 1778</box>
article-column <box>532 1118 762 1410</box>
article-text: మారలేదు. సరికదా, తన ప్రవర్తనతో శ్రీనివాస్‌ను మరింత రెచ్చగొట్టసాగాడు.రంజిత్ ప్రవ ర్తనతో విసిగిపోయిన శ్రీనివాస్, ఎలాగైనా దీనికి ముగింపు పలకాలని నిర్ణయిం చుకు న్నాడు. రంజిత్‌ను చర్చల సాకుతో బన్నేరగట్ట సమీపంలోని బిల్వరదహళ్లి అనే నిర్మానుష్య ప్రాంతానికి పిలిచాడు. అక్కడ మళ్లీ అదే విషయంపై ఇద్దరి మధ్య తీవ్ర వాగ్వాదం జరిగింది. ఆవేశం కట్టలు తెంచుకోవడంతో, శ్రీనివాస్ వెంట తెచ్చుకున్న ఇనుప రాడ్‌తో రంజిత్ తలపై బలంగా బాదాడు. ఒక్క దెబ్బకే రంజిత్ రక్తపు మడుగులో కుప్పకూలి అక్కడికక్కడే ప్రాణాలు విడిచాడు.పోలీస్ స్టేషన్‌లో 'లైవ్' సరెండర్‌హత్య చేసిన తర్వాత శ్రీనివాస్ పారిపోలేదు.రంజిత్ మృతదేహాన్ని తన వాహనంలో వేసుకుని నేరుగా బన్నేర్‌గట్ట పోలీస్ స్టేషన్‌కు వెళ్లాడు. <box>1289 1909 1528 2198</box>
logo-title: మహతి న్యూస్ <box>201 62 477 118</box>
dateline: ఉత్తరప్రదేశ్: <box>17 702 75 716</box>
police-couple-photo <box>1031 288 1267 454</box>
article-text: తెలిపారు. కాగా సుందర్ ప్రత్యక్ష రాజకీయాల్లోకి రావడంపై ఆయన భార్య, బీజేపీ సీనియర్ నాయకురాలు కుష్బూ సుందర్ స్పందించారు.సుందర్ ప్రజల మనిషిగా మారాలని లక్ష్యంగా పెట్టుకున్నాడని కుష్బూ అన్నారు. మూడు దశాబ్దాలుగా తన సినిమాలను ఆదరించిన తమిళ ప్రజలకు సుందర్ సేవ చేయాలని భావిస్తున్నారని చెప్పారు. కాగా తమిళనాడు అసెంబ్లీ ఎన్నికల్లో అధికార డీఎంకే, ప్రతిపక్ష అన్నాడీఎంకే కూటమిల మధ్యనే ప్రధాన పోటీ జరుగనుంది. <box>1289 1142 1528 1339</box>
color-swatch <box>572 2352 580 2375</box>
headline-gulf[interactable] <box>17 1417 762 1513</box>
color-swatch <box>838 2352 846 2375</box>
color-swatch <box>1141 2352 1149 2375</box>
